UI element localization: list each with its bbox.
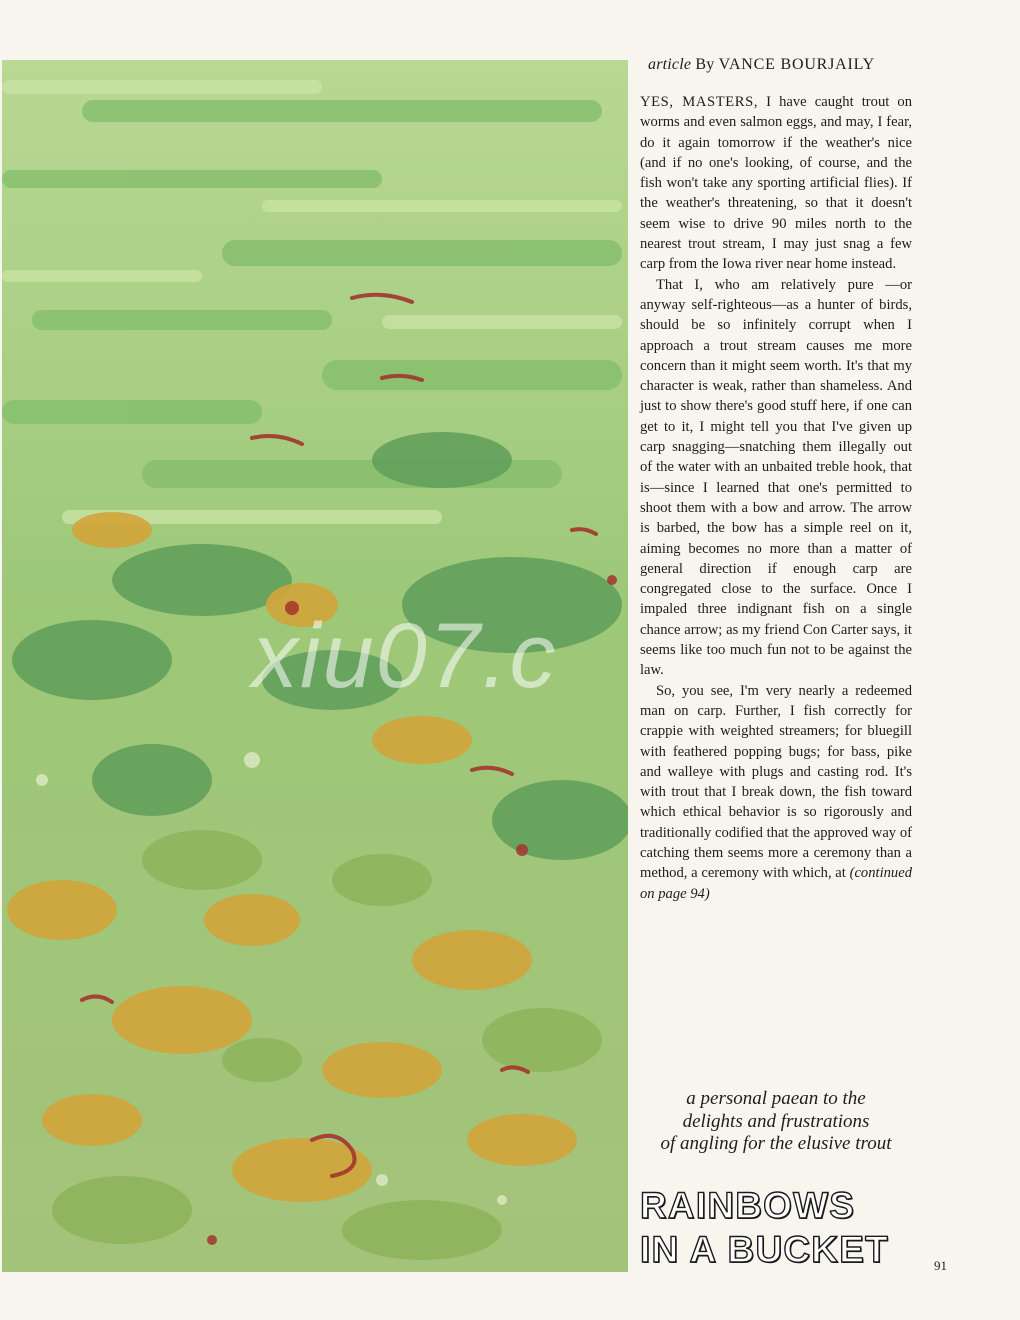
deck	[640, 1088, 912, 1156]
deck-line-2: delights and frustrations	[682, 1110, 870, 1132]
lead-in: YES, MASTERS,	[640, 94, 759, 110]
byline	[648, 56, 918, 74]
byline-by: By	[695, 56, 715, 73]
painting-svg	[2, 60, 628, 1272]
deck-line-3: of angling for the elusive trout	[660, 1133, 892, 1154]
paragraph-1	[640, 92, 912, 275]
page-number: 91	[934, 1258, 947, 1273]
paragraph-3-text: So, you see, I'm very nearly a redeemed man on carp. Further, I fish correctly for crappie with weighted streamers; for bluegill with feathered popping bugs; for bass, pike and walleye with plugs and casting rod. It's with trout that I break down, the fish toward which ethical behavior is so rigorously and traditionally codified that the approved way of catching them seems more a ceremony than a method, a ceremony with which, at	[640, 682, 912, 882]
byline-kicker: article	[648, 56, 692, 73]
article-body	[640, 92, 912, 904]
paragraph-2: That I, who am relatively pure —or anyway self-righteous—as a hunter of birds, should be so infinitely corrupt when I approach a trout stream causes me more concern than it might seem worth. It's that my character is weak, rather than shameless. And just to show there's good stuff here, if one can get to it, I might tell you that I've given up carp snagging—snatching them illegally out of the water with an unbaited treble hook, that is—since I learned that one's permitted to shoot them with a bow and arrow. The arrow is barbed, the bow has a simple reel on it, aiming becomes no more than a matter of general direction if enough carp are congregated close to the surface. Once I impaled three indignant fish on a single chance arrow; as my friend Con Carter says, it seems like too much fun not to be against the law.	[640, 276, 912, 679]
byline-author: VANCE BOURJAILY	[718, 56, 875, 73]
headline-line-2: IN A BUCKET	[640, 1229, 889, 1270]
watermark: xiu07.c	[252, 605, 558, 707]
paragraph-3	[640, 681, 912, 904]
headline	[640, 1184, 920, 1272]
continued-note: (continued on page 94)	[640, 865, 912, 902]
paragraph-1-text: I have caught trout on worms and even salmon eggs, and may, I fear, do it again tomorrow if the weather's nice (and if no one's looking, of course, and the fish won't take any sporting artificial flies). If the weather's threatening, so that it doesn't seem wise to drive 90 miles north to the nearest trout stream, I may just snag a few carp from the Iowa river near home instead.	[640, 94, 912, 273]
deck-line-1: a personal paean to the	[686, 1088, 866, 1109]
painting-illustration	[2, 60, 628, 1272]
headline-line-1: RAINBOWS	[640, 1185, 856, 1226]
